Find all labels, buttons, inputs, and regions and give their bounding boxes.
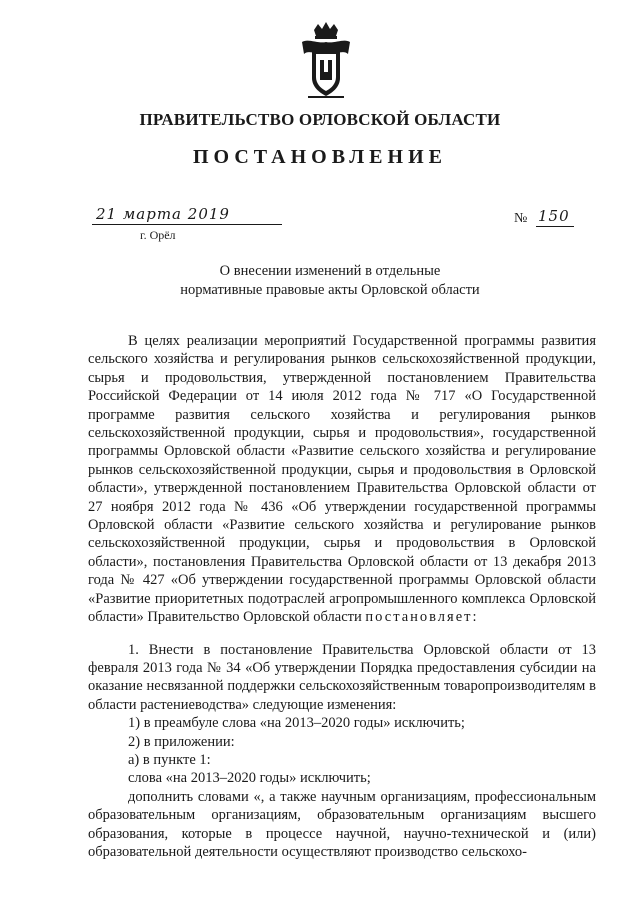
subject-line-1: О внесении изменений в отдельные [219,263,441,279]
number-underline [536,226,574,227]
preamble-resolves: постановляет: [365,609,479,626]
preamble-text: В целях реализации мероприятий Государственной программы развития сельского хозяйства и регулирования рынков сельскохозяйственной продукции, сырья и продовольствия, утвержденной постановлением Правительства Российской Федерации от 14 июля 2012 года № 717 «О Государственной программе развития сельского хозяйства и регулирования рынков сельскохозяйственной продукции, сырья и продовольствия», государственной программы Орловской области «Развитие сельского хозяйства и регулирование рынков сельскохозяйственной продукции, сырья и продовольствия в Орловской области», утвержденной постановлением Правительства Орловской области от 27 ноября 2012 года № 436 «Об утверждении государственной программы Орловской области «Развитие сельского хозяйства и регулирование рынков сельскохозяйственной продукции, сырья и продовольствия в Орловской области», постановления Правительства Орловской области от 13 декабря 2013 года № 427 «Об утверждении государственной программы Орловской области «Развитие приоритетных подотраслей агропромышленного комплекса Орловской области» Правительство Орловской области [88,333,596,626]
government-title: ПРАВИТЕЛЬСТВО ОРЛОВСКОЙ ОБЛАСТИ [139,110,501,129]
number-label: № [514,211,528,226]
item-1-paragraph: 1. Внести в постановление Правительства Орловской области от 13 февраля 2013 года № 34 «Об утверждении Порядка предоставления субсидии на оказание несвязанной поддержки сельскохозяйственным товаропроизводителям в области растениеводства» следующие изменения: [88,641,596,713]
handwritten-number: 150 [538,207,570,225]
item-1-2a-paragraph: а) в пункте 1: [128,751,211,768]
date-underline [92,224,282,225]
document-type-title: ПОСТАНОВЛЕНИЕ [193,146,447,168]
number-field [514,207,574,229]
item-1-2a-add-paragraph: дополнить словами «, а также научным организациям, профессиональным образовательным организациям, образовательным организациям высшего образования, которые в процессе научной, научно-технической и (или) образовательной деятельности осуществляют производство сельскохо- [88,788,596,860]
preamble-paragraph [88,332,596,627]
coat-of-arms-icon [298,20,354,100]
item-1-2a-words-paragraph: слова «на 2013–2020 годы» исключить; [128,770,371,787]
date-field [92,205,282,227]
subject-line-2: нормативные правовые акты Орловской области [180,282,480,298]
document-subject [120,262,540,300]
handwritten-date: 21 марта 2019 [96,205,230,223]
item-1-1-paragraph: 1) в преамбуле слова «на 2013–2020 годы» исключить; [128,715,465,732]
document-body [88,332,596,861]
item-1-2-paragraph: 2) в приложении: [128,733,235,750]
city-label: г. Орёл [140,228,176,242]
